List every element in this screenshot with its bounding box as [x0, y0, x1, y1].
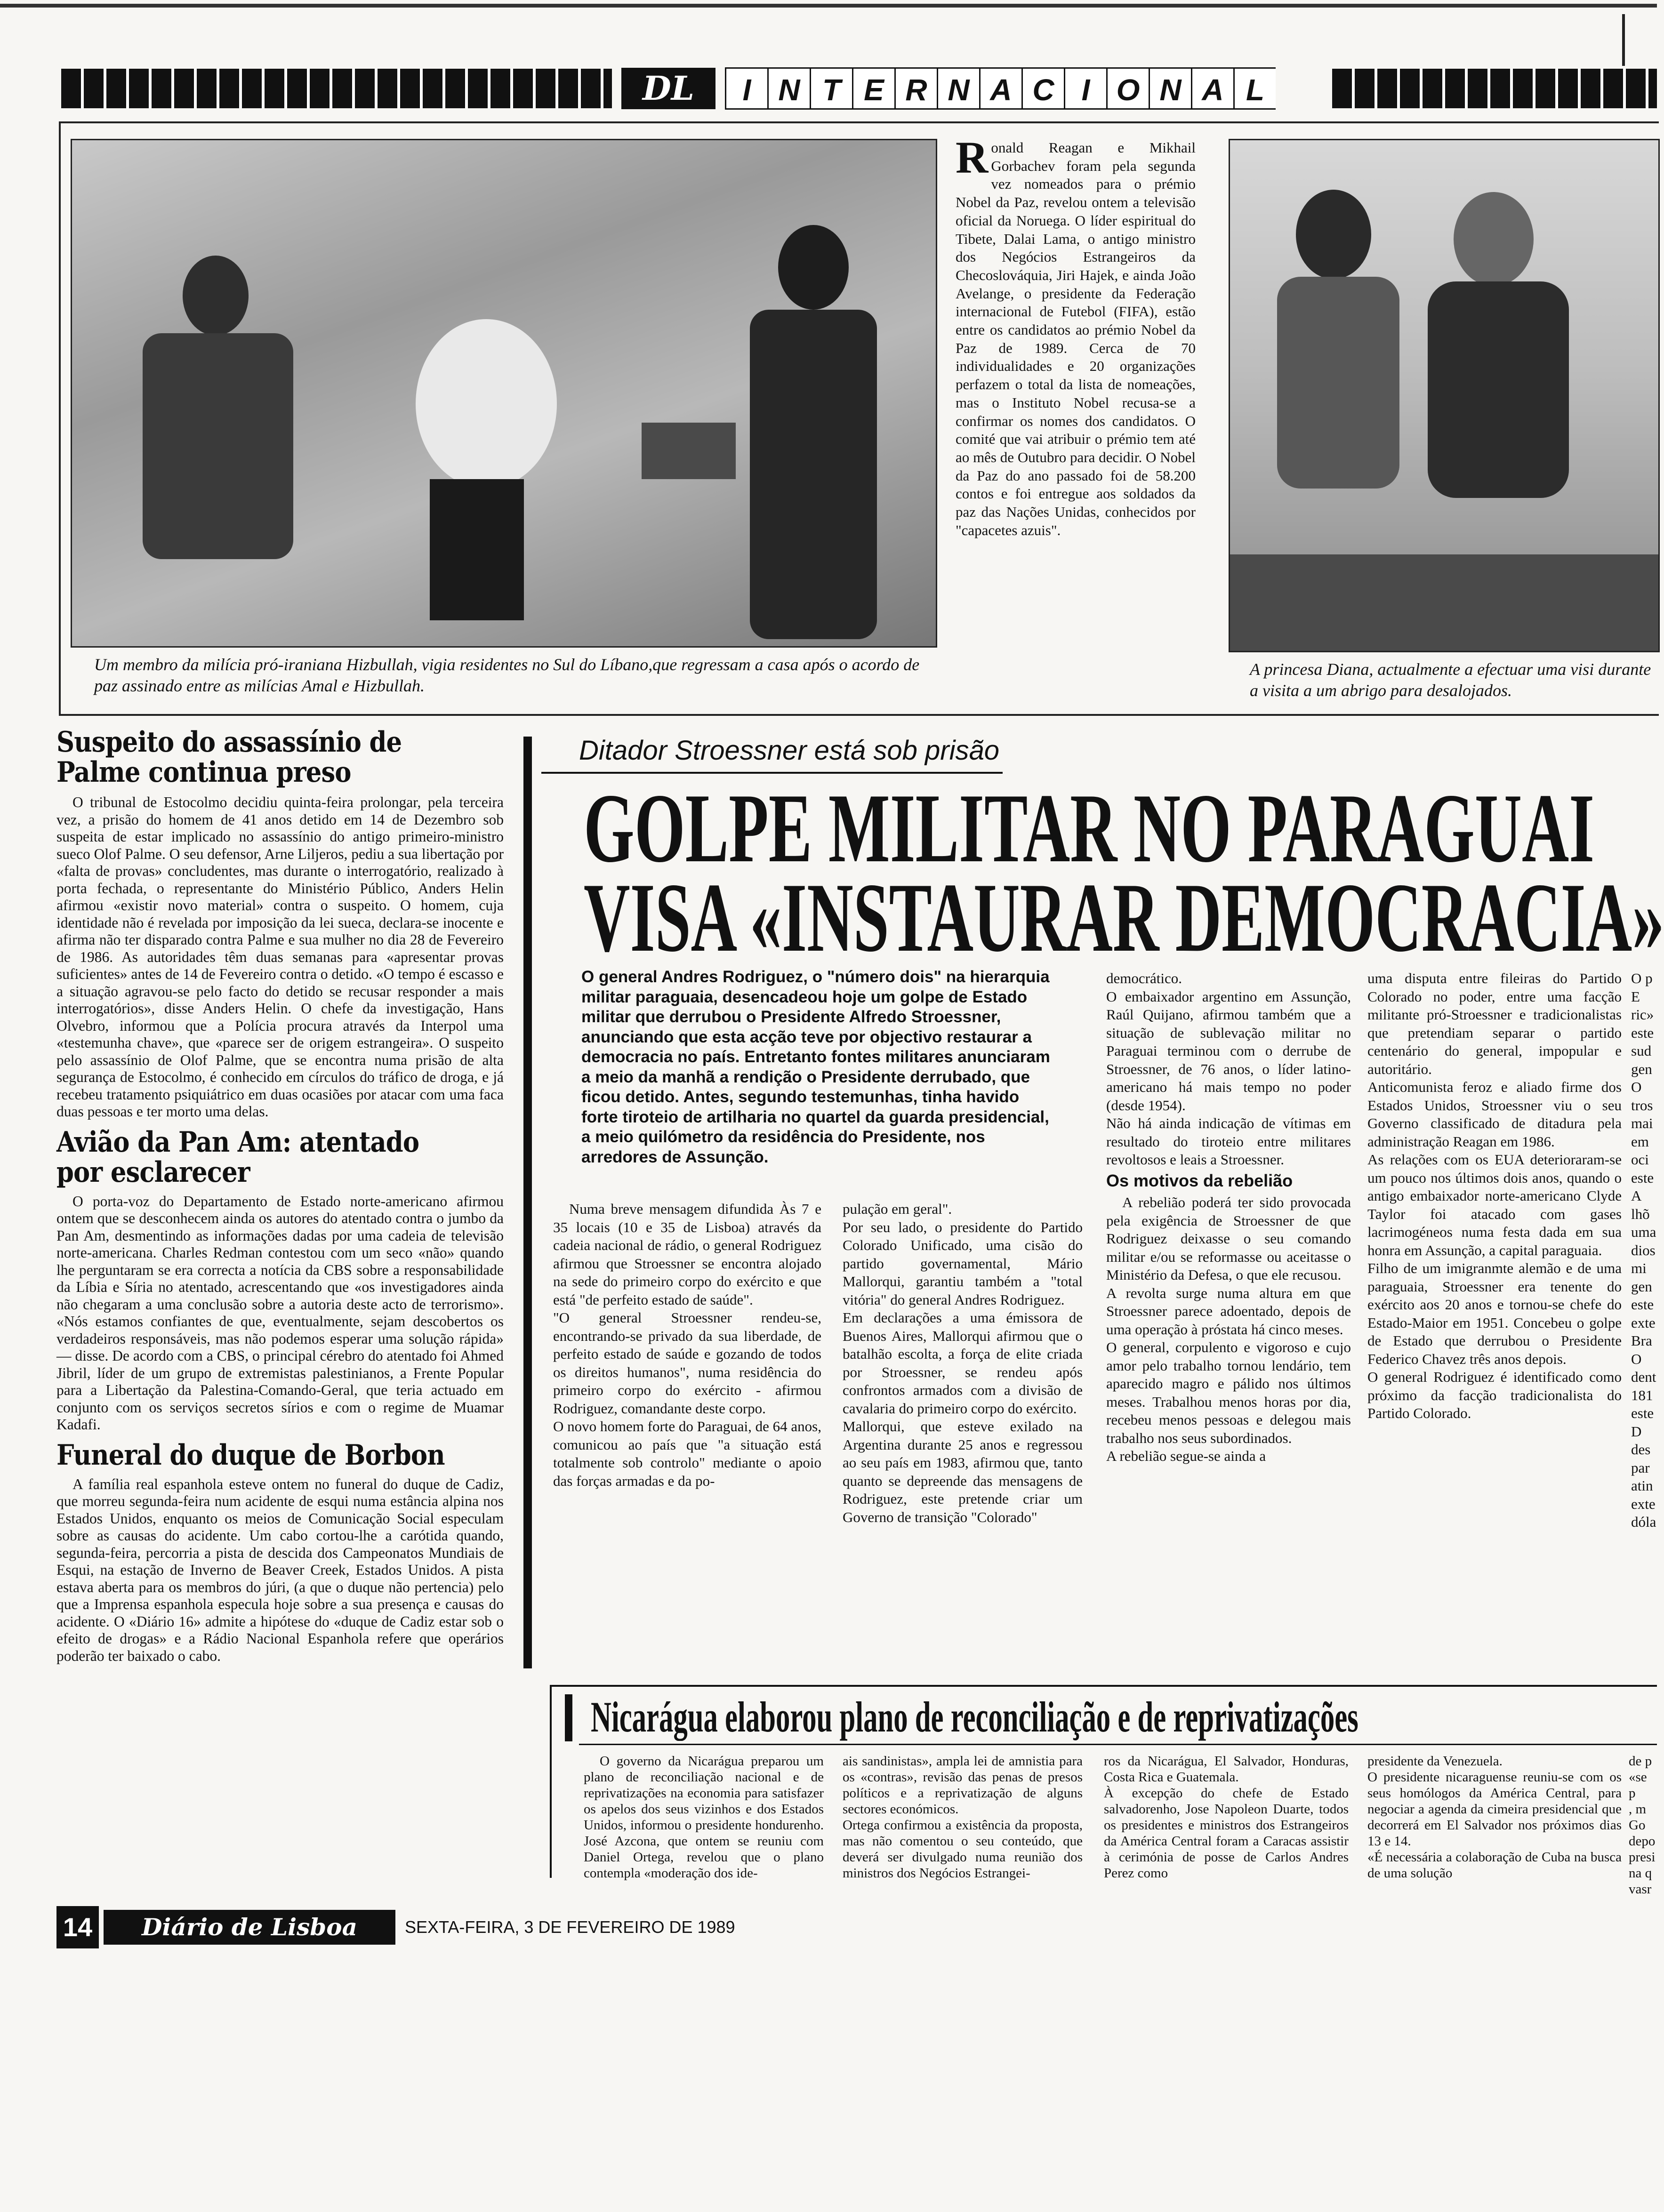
newspaper-logo: DL — [621, 68, 715, 109]
photo-diana — [1229, 139, 1660, 652]
paper-name: Diário de Lisboa — [104, 1910, 395, 1945]
main-col-5-fragment: O p E ric» este sud gen O tros mai em oci este A lhõ uma dios mi gen este exte Bra O dent 181 este D des par atin exte dóla — [1631, 970, 1656, 1530]
nicaragua-headline: Nicarágua elaborou plano de reconciliação e de reprivatizações — [591, 1693, 1359, 1741]
section-letter: I — [725, 67, 767, 110]
nicaragua-col-1: O governo da Nicarágua preparou um plano de reconciliação nacional e de reprivatizações na economia para satisfazer os apelos dos seus vizinhos e dos Estados Unidos, informou o presidente hondurenho. José Azcona, que ontem se reuniu com Daniel Ortega, revelou que o plano contempla «moderação dos ide- — [584, 1754, 824, 1881]
photo-man-body — [143, 333, 293, 559]
main-col-2: pulação em geral". Por seu lado, o presidente do Partido Colorado Unificado, uma cisão do partido governamental, Mário Mallorqui, garantiu também a "total vitória" do general Andres Rodriguez. Em declarações a uma émissora de Buenos Aires, Mallorqui afirmou que o batalhão escolta, a força de elite criada por Stroessner, se rendeu após confrontos armados com a divisão de cavalaria do primeiro corpo do exército. Mallorqui, que esteve exilado na Argentina durante 25 anos e regressou ao seu país em 1983, afirmou que, tanto quanto se depreende das mensagens de Rodriguez, este pretende criar um Governo de transição "Colorado" — [843, 1201, 1083, 1525]
section-letter: N — [1149, 67, 1191, 110]
section-letter: O — [1106, 67, 1149, 110]
nicaragua-col-5-fragment: de p «se p , m Go depo presi na q vasr — [1629, 1754, 1656, 1897]
rebellion-subhead: Os motivos da rebelião — [1106, 1170, 1293, 1190]
photo-hizbullah-caption: Um membro da milícia pró-iraniana Hizbullah, vigia residentes no Sul do Líbano,que regressam a casa após o acordo de paz assinado entre as milícias Amal e Hizbullah. — [94, 655, 920, 695]
section-title — [725, 66, 1276, 111]
header-bars-left — [61, 69, 612, 108]
nicaragua-headline-underline — [579, 1744, 1657, 1745]
photo-child — [430, 479, 524, 620]
nicaragua-col-3: ros da Nicarágua, El Salvador, Honduras, Costa Rica e Guatemala. À excepção do chefe de Estado salvadorenho, Jose Napoleon Duarte, todos os presidentes e ministros dos Estrangeiros da América Central foram a Caracas assistir à cerimónia de posse de Carlos Andres Perez como — [1104, 1754, 1349, 1881]
photo-floor — [1230, 554, 1658, 651]
header-bars-right — [1332, 69, 1657, 108]
main-story-rule — [523, 737, 532, 1668]
nicaragua-rule — [565, 1694, 572, 1741]
top-right-marker — [1622, 14, 1625, 66]
section-letter: L — [1233, 67, 1276, 110]
main-col-3: democrático. O embaixador argentino em Assunção, Raúl Quijano, afirmou também que a situação de sublevação militar no Paraguai terminou com o derrube de Stroessner, de 76 anos, o líder latino-americano há mais tempo no poder (desde 1954). Não há ainda indicação de vítimas em resultado do tiroteio entre militares revoltosos e leais a Stroessner. Os motivos da rebelião A rebelião poderá ter sido provocada pela exigência de Stroessner de que Rodriguez deixasse o seu comando militar e/ou se reformasse ou aceitasse o Ministério da Defesa, o que ele recusou. A revolta surge numa altura em que Stroessner parece adoentado, depois de uma operação à próstata há cinco meses. O general, corpulento e vigoroso e cujo amor pelo trabalho tornou lendário, tem aparecido magro e pálido nos últimos meses. Trabalhou menos horas por dia, recebeu menos pessoas e delegou mais trabalho nos seus subordinados. A rebelião segue-se ainda a — [1106, 970, 1351, 1464]
photo-soldier-body — [750, 310, 877, 639]
nicaragua-col-4: presidente da Venezuela. O presidente nicaraguense reuniu-se com os seus homólogos da América Central, para negociar a agenda da cimeira presidencial que decorrerá em El Salvador nos próximos dias 13 e 14. «É necessária a colaboração de Cuba na busca de uma solução — [1367, 1754, 1622, 1881]
photo-man-head — [183, 256, 249, 336]
main-story-kicker: Ditador Stroessner está sob prisão — [579, 735, 999, 766]
section-letter: N — [767, 67, 810, 110]
nobel-dropcap: R — [956, 132, 989, 183]
top-edge-line — [0, 4, 1657, 8]
nobel-text: onald Reagan e Mikhail Gorbachev foram pela segunda vez nomeados para o prémio Nobel da Paz, revelou ontem a televisão oficial da Noruega. O líder espiritual do Tibete, Dalai Lama, o antigo ministro dos Negócios Estrangeiros da Checoslováquia, Jiri Hajek, e ainda João Avelange, o presidente da Federação internacional de Futebol (FIFA), estão entre os candidatos ao prémio Nobel da Paz de 1989. Cerca de 70 individualidades e 20 organizações perfazem o total da lista de nomeações, mas o Instituto Nobel recusa-se a confirmar os nomes dos candidatos. O comité que vai atribuir o prémio tem até ao mês de Outubro para decidir. O Nobel da Paz do ano passado foi de 58.200 contos e foi entregue aos soldados da paz das Nações Unidas, conhecidos por "capacetes azuis". — [956, 139, 1196, 538]
main-lead: O general Andres Rodriguez, o "número dois" na hierarquia militar paraguaia, desencadeou hoje um golpe de Estado militar que derrubou o Presidente Alfredo Stroessner, anunciando que esta acção teve por objectivo restaurar a democracia no país. Entretanto fontes militares anunciaram a meio da manhã a rendição o Presidente derrubado, que ficou detido. Antes, segundo testemunhas, tinha havido forte tiroteio de artilharia no quartel da guarda presidencial, a meio quilómetro da residência do Presidente, nos arredores de Assunção. — [581, 968, 1050, 1166]
section-header — [61, 66, 1657, 111]
footer-bar — [56, 1906, 735, 1948]
left-column — [56, 727, 504, 1760]
photo-hizbullah — [71, 139, 937, 648]
panam-headline: Avião da Pan Am: atentado por esclarecer — [56, 1125, 419, 1189]
palme-text: O tribunal de Estocolmo decidiu quinta-feira prolongar, pela terceira vez, a prisão do homem de 41 anos detido em 14 de Dezembro sob suspeita de estar implicado no assassínio do antigo primeiro-ministro sueco Olof Palme. O seu defensor, Arne Liljeros, pediu a sua libertação por «falta de provas» concludentes, mas durante o interrogatório, realizado à porta fechada, o representante do Ministério Público, Anders Helin afirmou «existir novo material» contra o suspeito. O homem, cuja identidade não é revelada por imposição da lei sueca, declara-se inocente e afirma não ter disparado contra Palme e sua mulher no dia 28 de Fevereiro de 1986. As autoridades têm duas semanas para «apresentar provas suficientes» antes de 14 de Fevereiro contra o detido. «O tempo é escasso e a situação agravou-se pelo facto do detido se recusar responder a mais interrogatórios», disse Anders Helin. O chefe da investigação, Hans Olvebro, informou que a Polícia procura através da Interpol uma «testemunha chave», que «parece ser de origem estrangeira». O suspeito pelo assassínio de Olof Palme, que se encontra numa prisão de alta segurança de Estocolmo, é conhecido em círculos do tráfico de droga, e já recebeu tratamento psiquiátrico em duas ocasiões por atacar com uma faca duas pessoas e ter morto uma delas. — [56, 794, 504, 1120]
section-letter: A — [1191, 67, 1233, 110]
photo-hizbullah-figures — [72, 140, 936, 646]
photo-woman1-hair — [1296, 190, 1371, 279]
main-headline-line1: GOLPE MILITAR NO PARAGUAI — [584, 774, 1595, 883]
palme-headline: Suspeito do assassínio de Palme continua preso — [56, 726, 402, 789]
nicaragua-box — [550, 1685, 1657, 1687]
nicaragua-box-left — [550, 1685, 552, 1878]
borbon-headline: Funeral do duque de Borbon — [56, 1438, 445, 1472]
section-letter: R — [894, 67, 937, 110]
section-letter: I — [1064, 67, 1106, 110]
main-col-4: uma disputa entre fileiras do Partido Colorado no poder, entre uma facção militante pró-Stroessner e tradicionalistas que pretendiam separar o partido centenário do general, impopular e autoritário. Anticomunista feroz e aliado firme dos Estados Unidos, Stroessner viu o seu Governo classificado de ditadura pela administração Reagan em 1986. As relações com os EUA deterioraram-se um pouco nos últimos dois anos, quando o antigo embaixador norte-americano Clyde Taylor foi atacado com gases lacrimogéneos numa festa dada em sua honra em Assunção, a capital paraguaia. Filho de um imigranmte alemão e de uma paraguaia, Stroessner era tenente do exército aos 20 anos e tornou-se chefe do Estado-Maior em 1951. Concebeu o golpe de Estado que derrubou o Presidente Federico Chavez três anos depois. O general Rodriguez é identificado como próximo da facção tradicionalista do Partido Colorado. — [1367, 970, 1622, 1421]
photo-bench — [642, 423, 736, 479]
panam-text: O porta-voz do Departamento de Estado norte-americano afirmou ontem que se desconhecem ainda os autores do atentado contra o jumbo da Pan Am, desmentindo as informações dadas por uma cadeia de televisão norte-americana. Charles Redman contestou com um seco «não» quando lhe perguntaram se era correcta a notícia da CBS sobre a responsabilidade da Líbia e Síria no atentado, acrescentando que «os investigadores ainda não chegaram a uma conclusão sobre a autoria deste acto de terrorismo». «Nós estamos confiantes de que, eventualmente, sejam descobertos os verdadeiros responsáveis, mas não podemos esperar uma solução rápida» — disse. De acordo com a CBS, o principal cérebro do atentado foi Ahmed Jibril, líder de um grupo de extremistas palestinianos, a Frente Popular para a Libertação da Palestina-Comando-Geral, que teria actuado em conjunto com os serviços secretos sírios e com o regime de Muamar Kadafi. — [56, 1193, 504, 1433]
photo-diana-figures — [1230, 140, 1658, 651]
nobel-brief — [956, 132, 1196, 704]
section-letter: C — [1021, 67, 1064, 110]
photo-diana-body — [1428, 281, 1569, 498]
photo-soldier-head — [778, 225, 849, 310]
main-headline-line2: VISA «INSTAURAR DEMOCRACIA» — [584, 863, 1664, 972]
section-letter: T — [810, 67, 852, 110]
photo-woman-veil — [416, 319, 557, 489]
nicaragua-col-2: ais sandinistas», ampla lei de amnistia para os «contras», revisão das penas de presos políticos e a reprivatização de alguns sectores económicos. Ortega confirmou a existência da proposta, mas não comentou o seu conteúdo, que deverá ser divulgado numa reunião dos ministros dos Negócios Estrangei- — [843, 1754, 1083, 1881]
section-letter: E — [852, 67, 894, 110]
issue-date: SEXTA-FEIRA, 3 DE FEVEREIRO DE 1989 — [405, 1917, 735, 1937]
section-letter: N — [937, 67, 979, 110]
photo-diana-caption: A princesa Diana, actualmente a efectuar uma visi durante a visita a um abrigo para desalojados. — [1250, 660, 1651, 700]
photo-diana-hair — [1454, 192, 1534, 286]
section-letter: A — [979, 67, 1021, 110]
borbon-text: A família real espanhola esteve ontem no funeral do duque de Cadiz, que morreu segunda-feira num acidente de esqui numa estância alpina nos Estados Unidos, enquanto os meios de Comunicação Social especulam sobre as causas do acidente. Um cabo cortou-lhe a carótida quando, segunda-feira, percorria a pista de descida dos Campeonatos Mundiais de Esqui, na estação de Inverno de Beaver Creek, Estados Unidos. A pista estava aberta para os membros do júri, (a que o duque não pertencia) pelo que a Imprensa espanhola especula hoje sobre a sua presença e causas do acidente. O «Diário 16» admite a hipótese do «duque de Cadiz estar sob o efeito de drogas» e a Rádio Nacional Espanhola refere que operários poderão ter baixado o cabo. — [56, 1475, 504, 1664]
page-number: 14 — [56, 1906, 99, 1948]
photo-woman1-body — [1277, 277, 1399, 489]
main-col-1: Numa breve mensagem difundida Às 7 e 35 locais (10 e 35 de Lisboa) através da cadeia nacional de rádio, o general Rodriguez afirmou que Stroessner se encontra alojado na sede do primeiro corpo do exército e que está "de perfeito estado de saúde". "O general Stroessner rendeu-se, encontrando-se privado da sua liberdade, de perfeito estado de saúde e gozando de todos os direitos humanos", numa residência do primeiro corpo do exército - afirmou Rodriguez, comandante deste corpo. O novo homem forte do Paraguai, de 64 anos, comunicou ao país que "a situação está totalmente sob controlo" mediante o apoio das forças armadas e da po- — [553, 1201, 821, 1489]
